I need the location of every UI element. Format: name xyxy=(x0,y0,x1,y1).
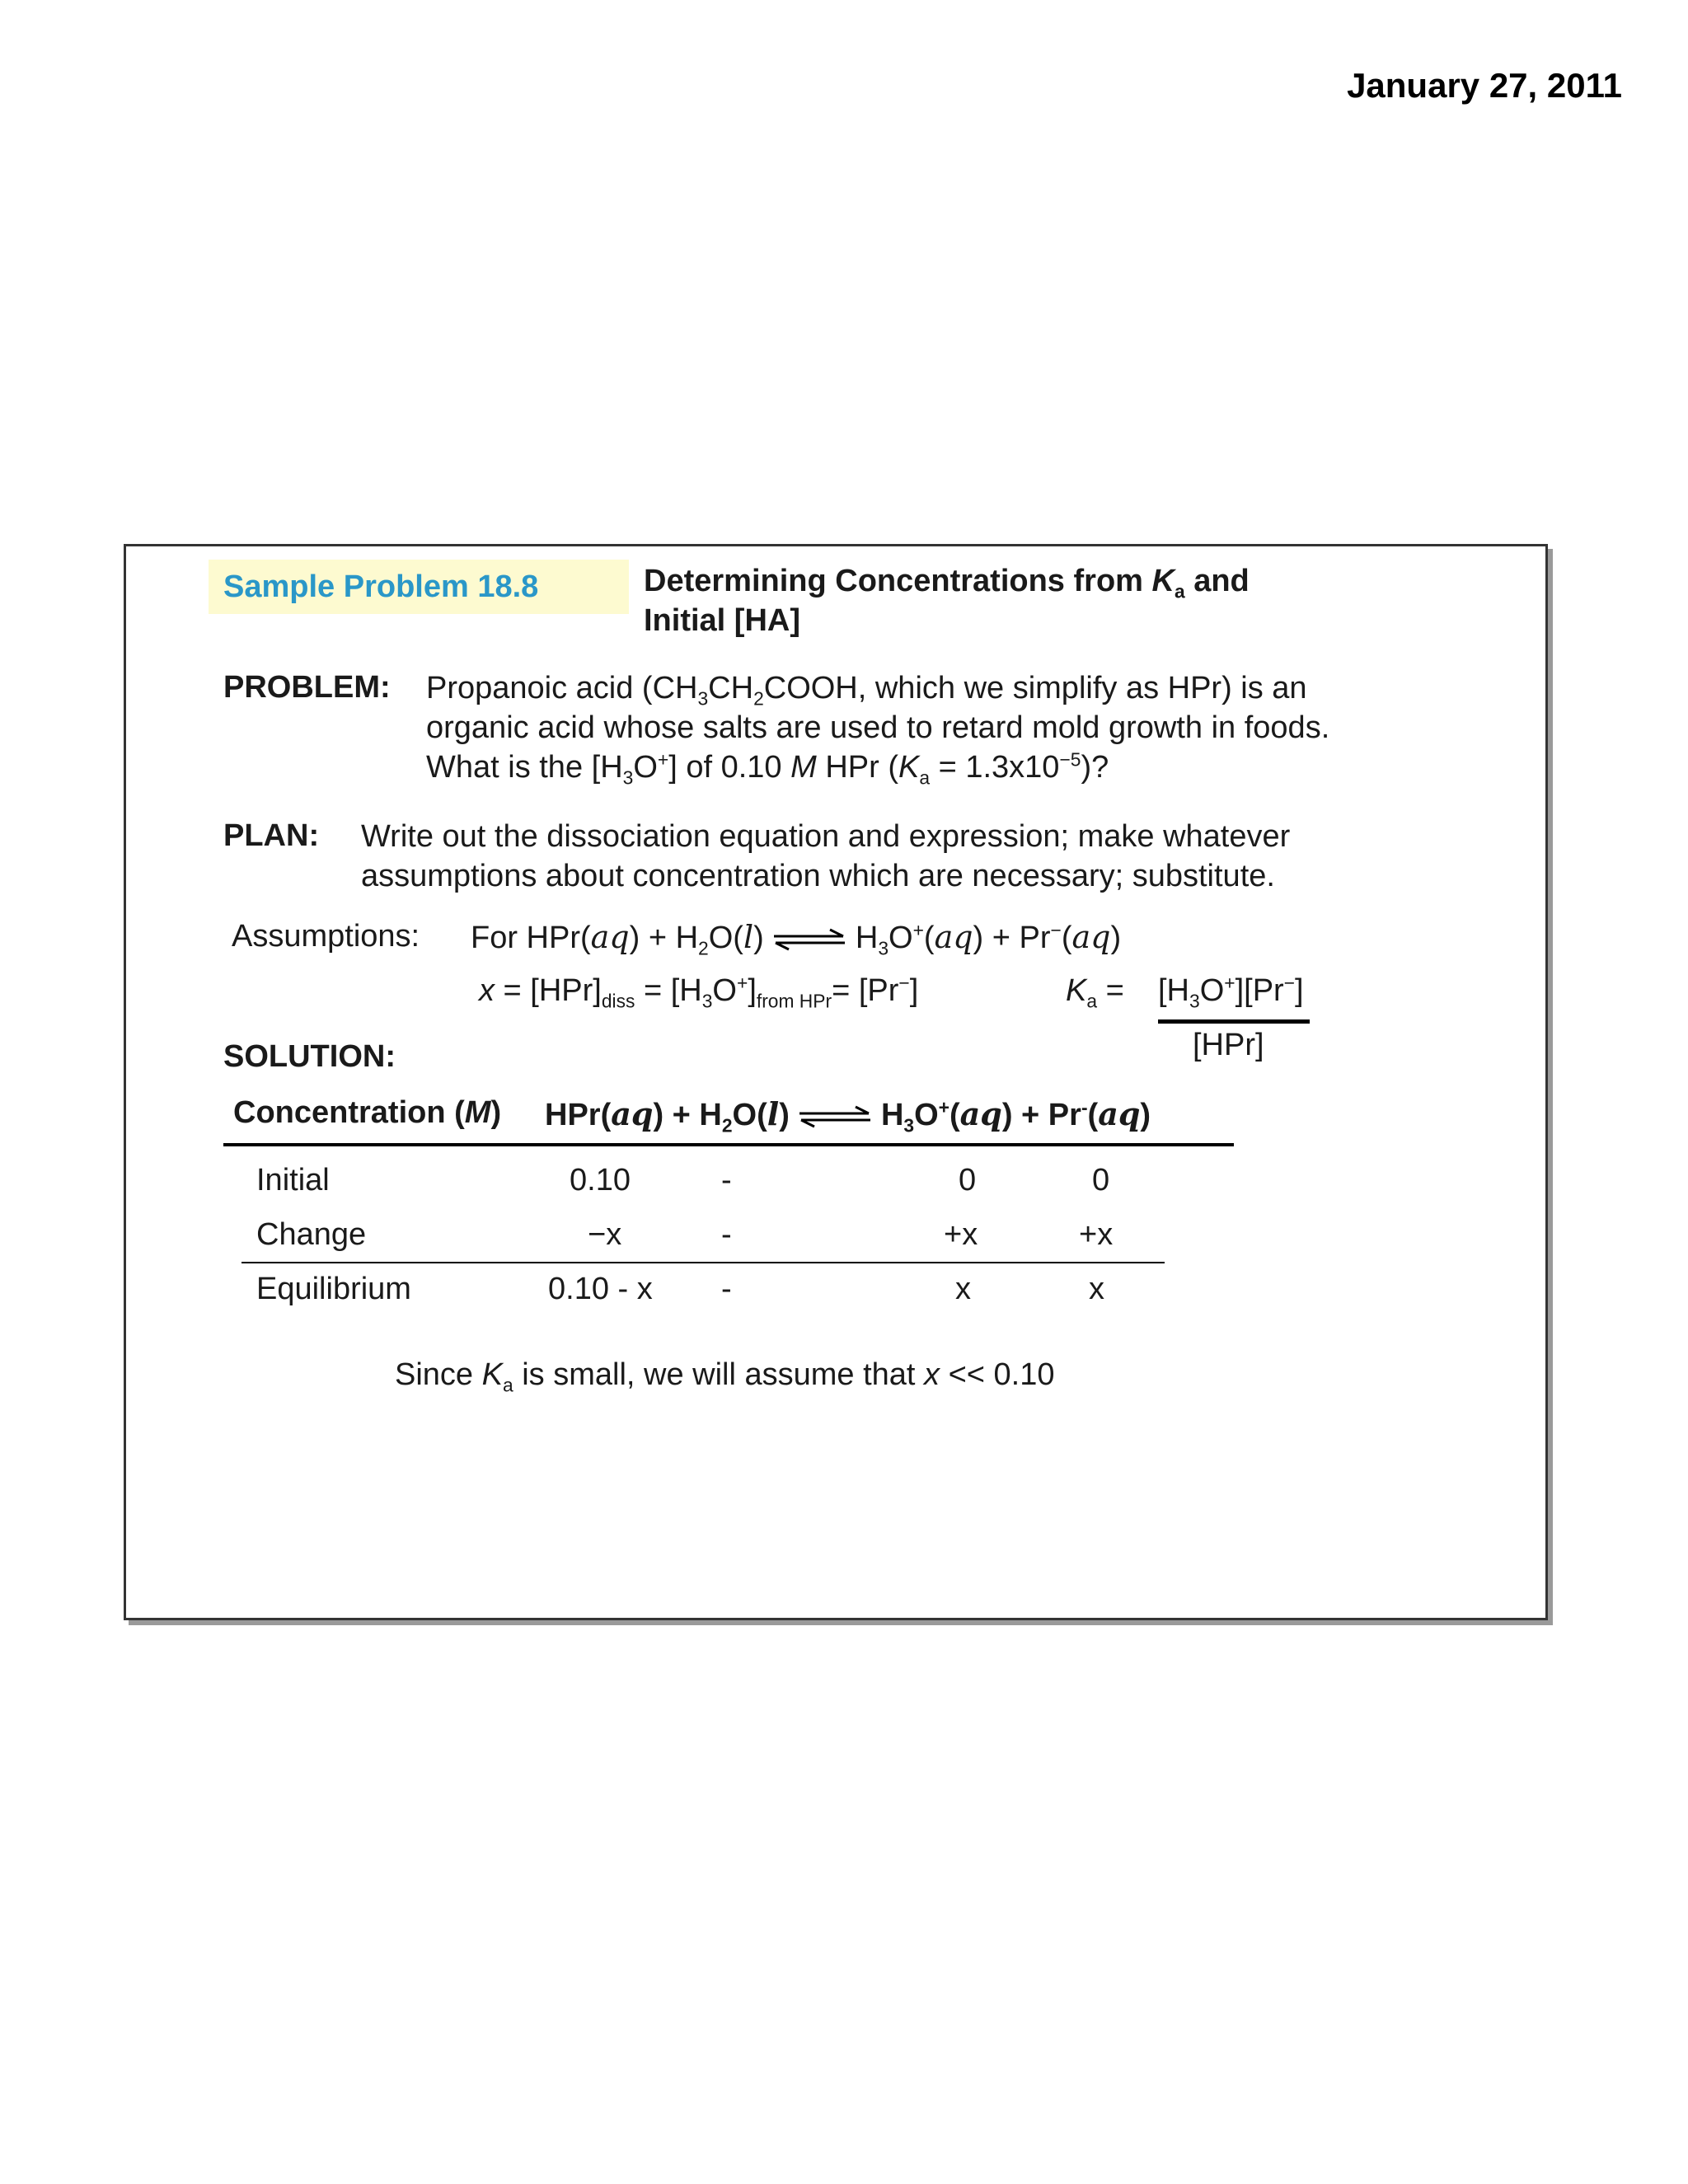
title-line2: Initial [HA] xyxy=(644,603,800,638)
equilibrium-arrow-icon xyxy=(798,1104,872,1129)
cell-eq-hpr: 0.10 - x xyxy=(548,1272,653,1306)
title-a: a xyxy=(1174,580,1185,602)
cell-initial-pr: 0 xyxy=(1092,1163,1110,1197)
slide-frame xyxy=(124,544,1548,1620)
table-header-equation: $HPr(aq) + H_2O(l) H_3O^+(aq) + Pr^-(aq)$ xyxy=(545,1095,1151,1137)
problem-label: PROBLEM: xyxy=(223,670,391,705)
sample-problem-label: Sample Problem 18.8 xyxy=(209,560,629,614)
concentration-label: Concentration ( xyxy=(233,1095,465,1130)
ka-expression: $K_a$ = xyxy=(1066,973,1124,1012)
cell-initial-h2o: - xyxy=(721,1163,732,1197)
cell-change-pr: +x xyxy=(1079,1217,1114,1252)
ka-denominator: [HPr] xyxy=(1193,1028,1264,1062)
since-text-3: << 0.10 xyxy=(940,1357,1055,1392)
title-text: Determining Concentrations from xyxy=(644,564,1152,598)
x-definition: $x = [HPr]_{diss} = [H_3O^+]_{from HPr}= [Pr^-]$ xyxy=(479,972,919,1012)
equilibrium-arrow-icon xyxy=(772,927,846,952)
plan-text: Write out the dissociation equation and expression; make whatever assumptions about concentration which are necessary; substitute. xyxy=(361,819,1291,893)
cell-initial-hpr: 0.10 xyxy=(570,1163,631,1197)
cell-change-hpr: −x xyxy=(588,1217,622,1252)
page-date: January 27, 2011 xyxy=(1347,66,1622,105)
table-row-rule xyxy=(241,1262,1165,1263)
assumption-equation: For $HPr(aq) + H_2O(l) H_3O^+(aq) + Pr^-(aq)$ xyxy=(471,919,1122,959)
slide-title xyxy=(644,561,1386,640)
row-label-equilibrium: Equilibrium xyxy=(256,1272,411,1306)
plan-label: PLAN: xyxy=(223,818,320,853)
since-text-2: is small, we will assume that xyxy=(513,1357,925,1392)
assumptions-label: Assumptions: xyxy=(232,919,420,954)
cell-change-h2o: - xyxy=(721,1217,732,1252)
title-and: and xyxy=(1184,564,1250,598)
row-label-change: Change xyxy=(256,1217,367,1252)
cell-eq-h3o: x xyxy=(955,1272,971,1306)
problem-text: Propanoic acid ($CH_3CH_2COOH$, which we simplify as HPr) is an organic acid whose salts are used to retard mold growth in foods. What is the $[H_3O^+]$ of 0.10 M HPr $(K_a = 1.3x10^{-5})$? xyxy=(426,671,1339,789)
cell-initial-h3o: 0 xyxy=(959,1163,977,1197)
title-k: K xyxy=(1151,564,1175,598)
row-label-initial: Initial xyxy=(256,1163,330,1197)
table-header-rule xyxy=(223,1143,1234,1146)
cell-eq-h2o: - xyxy=(721,1272,732,1306)
solution-label: SOLUTION: xyxy=(223,1039,396,1074)
since-text-1: Since xyxy=(395,1357,482,1392)
assumption-note: Since $K_a$ is small, we will assume that x << 0.10 xyxy=(395,1357,1055,1396)
cell-eq-pr: x xyxy=(1089,1272,1104,1306)
cell-change-h3o: +x xyxy=(944,1217,978,1252)
table-header-concentration: Concentration (M) xyxy=(233,1095,502,1130)
fraction-bar xyxy=(1158,1019,1310,1024)
ka-numerator: $[H_3O^+][Pr^-]$ xyxy=(1158,972,1304,1012)
